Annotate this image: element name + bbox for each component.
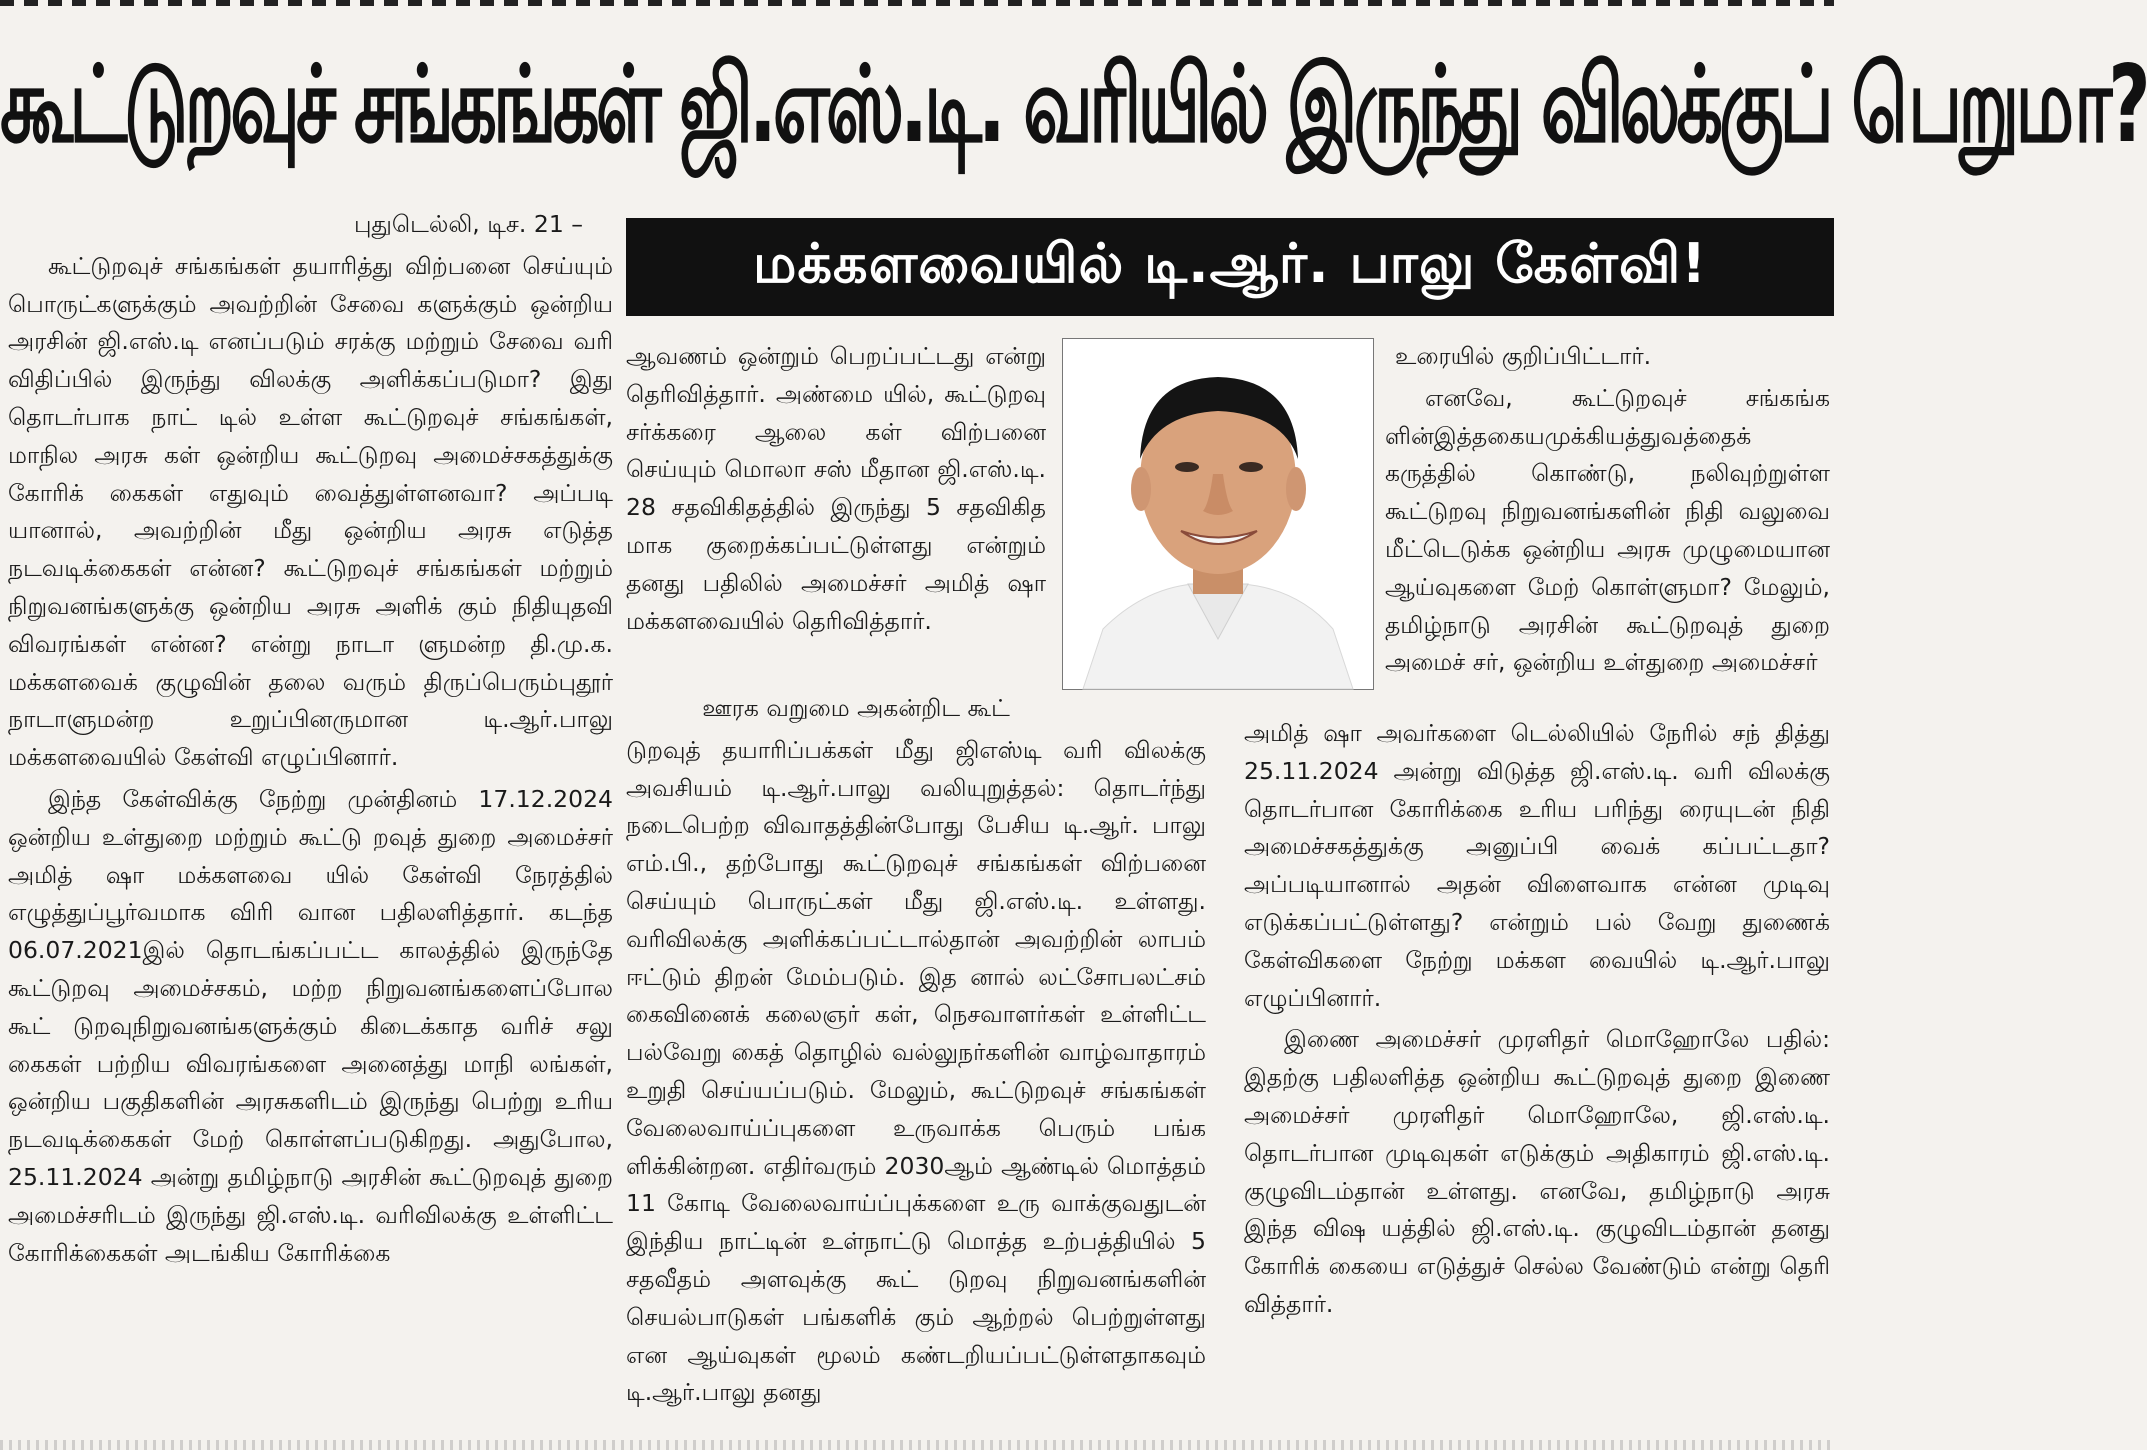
portrait-photo bbox=[1062, 338, 1374, 690]
top-rule bbox=[0, 0, 1834, 6]
dateline: புதுடெல்லி, டிச. 21 – bbox=[353, 210, 583, 238]
article-column-3-bottom bbox=[1244, 715, 1830, 1328]
paragraph: அமித் ஷா அவர்களை டெல்லியில் நேரில் சந் தித்து 25.11.2024 அன்று விடுத்த ஜி.எஸ்.டி. வரி விலக்கு தொடர்பான கோரிக்கை உரிய பரிந்து ரையுடன் நிதி அமைச்சகத்துக்கு அனுப்பி வைக் கப்பட்டதா? அப்படியானால் அதன் விளைவாக என்ன முடிவு எடுக்கப்பட்டுள்ளது? என்றும் பல் வேறு துணைக் கேள்விகளை நேற்று மக்கள வையில் டி.ஆர்.பாலு எழுப்பினார். bbox=[1244, 719, 1830, 1012]
article-column-2-bottom bbox=[626, 690, 1206, 1416]
paragraph: டுறவுத் தயாரிப்பக்கள் மீது ஜிஎஸ்டி வரி விலக்கு அவசியம் டி.ஆர்.பாலு வலியுறுத்தல்: தொடர்ந்து நடைபெற்ற விவாதத்தின்போது பேசிய டி.ஆர். பாலு எம்.பி., தற்போது கூட்டுறவுச் சங்கங்கள் விற்பனை செய்யும் பொருட்கள் மீது ஜி.எஸ்.டி. உள்ளது. வரிவிலக்கு அளிக்கப்பட்டால்தான் அவற்றின் லாபம் ஈட்டும் திறன் மேம்படும். இத னால் லட்சோபலட்சம் கைவினைக் கலைஞர் கள், நெசவாளர்கள் உள்ளிட்ட பல்வேறு கைத் தொழில் வல்லுநர்களின் வாழ்வாதாரம் உறுதி செய்யப்படும். மேலும், கூட்டுறவுச் சங்கங்கள் வேலைவாய்ப்புகளை உருவாக்க பெரும் பங்க ளிக்கின்றன. எதிர்வரும் 2030ஆம் ஆண்டில் மொத்தம் 11 கோடி வேலைவாய்ப்புக்களை உரு வாக்குவதுடன் இந்திய நாட்டின் உள்நாட்டு மொத்த உற்பத்தியில் 5 சதவீதம் அளவுக்கு கூட் டுறவு நிறுவனங்களின் செயல்பாடுகள் பங்களிக் கும் ஆற்றல் பெற்றுள்ளது என ஆய்வுகள் மூலம் கண்டறியப்பட்டுள்ளதாகவும் டி.ஆர்.பாலு தனது bbox=[626, 735, 1206, 1407]
subheadline: மக்களவையில் டி.ஆர். பாலு கேள்வி! bbox=[753, 231, 1707, 295]
subheadline-banner bbox=[626, 218, 1834, 316]
paragraph: இந்த கேள்விக்கு நேற்று முன்தினம் 17.12.2024 ஒன்றிய உள்துறை மற்றும் கூட்டு றவுத் துறை அமைச்சர் அமித் ஷா மக்களவை யில் கேள்வி நேரத்தில் எழுத்துப்பூர்வமாக விரி வான பதிலளித்தார். கடந்த 06.07.2021இல் தொடங்கப்பட்ட காலத்தில் இருந்தே கூட்டுறவு அமைச்சகம், மற்ற நிறுவனங்களைப்போல கூட் டுறவுநிறுவனங்களுக்கும் கிடைக்காத வரிச் சலு கைகள் பற்றிய விவரங்களை அனைத்து மாநி லங்கள், ஒன்றிய பகுதிகளின் அரசுகளிடம் இருந்து பெற்று உரிய நடவடிக்கைகள் மேற் கொள்ளப்படுகிறது. அதுபோல, 25.11.2024 அன்று தமிழ்நாடு அரசின் கூட்டுறவுத் துறை அமைச்சரிடம் இருந்து ஜி.எஸ்.டி. வரிவிலக்கு உள்ளிட்ட கோரிக்கைகள் அடங்கிய கோரிக்கை bbox=[8, 784, 613, 1267]
headline: கூட்டுறவுச் சங்கங்கள் ஜி.எஸ்.டி. வரியில் இருந்து விலக்குப் பெறுமா? bbox=[0, 44, 2147, 168]
article-column-1 bbox=[8, 206, 613, 1276]
article-column-3-top bbox=[1385, 338, 1830, 686]
paragraph: கூட்டுறவுச் சங்கங்கள் தயாரித்து விற்பனை செய்யும் பொருட்களுக்கும் அவற்றின் சேவை களுக்கும் ஒன்றிய அரசின் ஜி.எஸ்.டி எனப்படும் சரக்கு மற்றும் சேவை வரி விதிப்பில் இருந்து விலக்கு அளிக்கப்படுமா? இது தொடர்பாக நாட் டில் உள்ள கூட்டுறவுச் சங்கங்கள், மாநில அரசு கள் ஒன்றிய கூட்டுறவு அமைச்சகத்துக்கு கோரிக் கைகள் எதுவும் வைத்துள்ளனவா? அப்படி யானால், அவற்றின் மீது ஒன்றிய அரசு எடுத்த நடவடிக்கைகள் என்ன? கூட்டுறவுச் சங்கங்கள் மற்றும் நிறுவனங்களுக்கு ஒன்றிய அரசு அளிக் கும் நிதியுதவி விவரங்கள் என்ன? என்று நாடா ளுமன்ற தி.மு.க. மக்களவைக் குழுவின் தலை வரும் திருப்பெரும்புதூர் நாடாளுமன்ற உறுப்பினருமான டி.ஆர்.பாலு மக்களவையில் கேள்வி எழுப்பினார். bbox=[8, 251, 613, 772]
subhead-inline: ஊரக வறுமை அகன்றிட கூட் bbox=[702, 694, 1010, 722]
article-column-2-top bbox=[626, 338, 1046, 644]
paragraph: உரையில் குறிப்பிட்டார். bbox=[1395, 342, 1652, 370]
paragraph: இணை அமைச்சர் முரளிதர் மொஹோலே பதில்: இதற்கு பதிலளித்த ஒன்றிய கூட்டுறவுத் துறை இணை அமைச்சர் முரளிதர் மொஹோலே, ஜி.எஸ்.டி. தொடர்பான முடிவுகள் எடுக்கும் அதிகாரம் ஜி.எஸ்.டி. குழுவிடம்தான் உள்ளது. எனவே, தமிழ்நாடு அரசு இந்த விஷ யத்தில் ஜி.எஸ்.டி. குழுவிடம்தான் தனது கோரிக் கையை எடுத்துச் செல்ல வேண்டும் என்று தெரி வித்தார். bbox=[1244, 1025, 1830, 1318]
paragraph: எனவே, கூட்டுறவுச் சங்கங்க ளின்இத்தகையமுக்கியத்துவத்தைக் கருத்தில் கொண்டு, நலிவுற்றுள்ள கூட்டுறவு நிறுவனங்களின் நிதி வலுவை மீட்டெடுக்க ஒன்றிய அரசு முழுமையான ஆய்வுகளை மேற் கொள்ளுமா? மேலும், தமிழ்நாடு அரசின் கூட்டுறவுத் துறை அமைச் சர், ஒன்றிய உள்துறை அமைச்சர் bbox=[1385, 383, 1830, 677]
portrait-photo-icon bbox=[1063, 339, 1373, 689]
bottom-rule bbox=[0, 1440, 1834, 1450]
paragraph: ஆவணம் ஒன்றும் பெறப்பட்டது என்று தெரிவித்தார். அண்மை யில், கூட்டுறவு சர்க்கரை ஆலை கள் விற்பனை செய்யும் மொலா சஸ் மீதான ஜி.எஸ்.டி. 28 சதவிகிதத்தில் இருந்து 5 சதவிகித மாக குறைக்கப்பட்டுள்ளது என்றும் தனது பதிலில் அமைச்சர் அமித் ஷா மக்களவையில் தெரிவித்தார். bbox=[626, 342, 1046, 635]
